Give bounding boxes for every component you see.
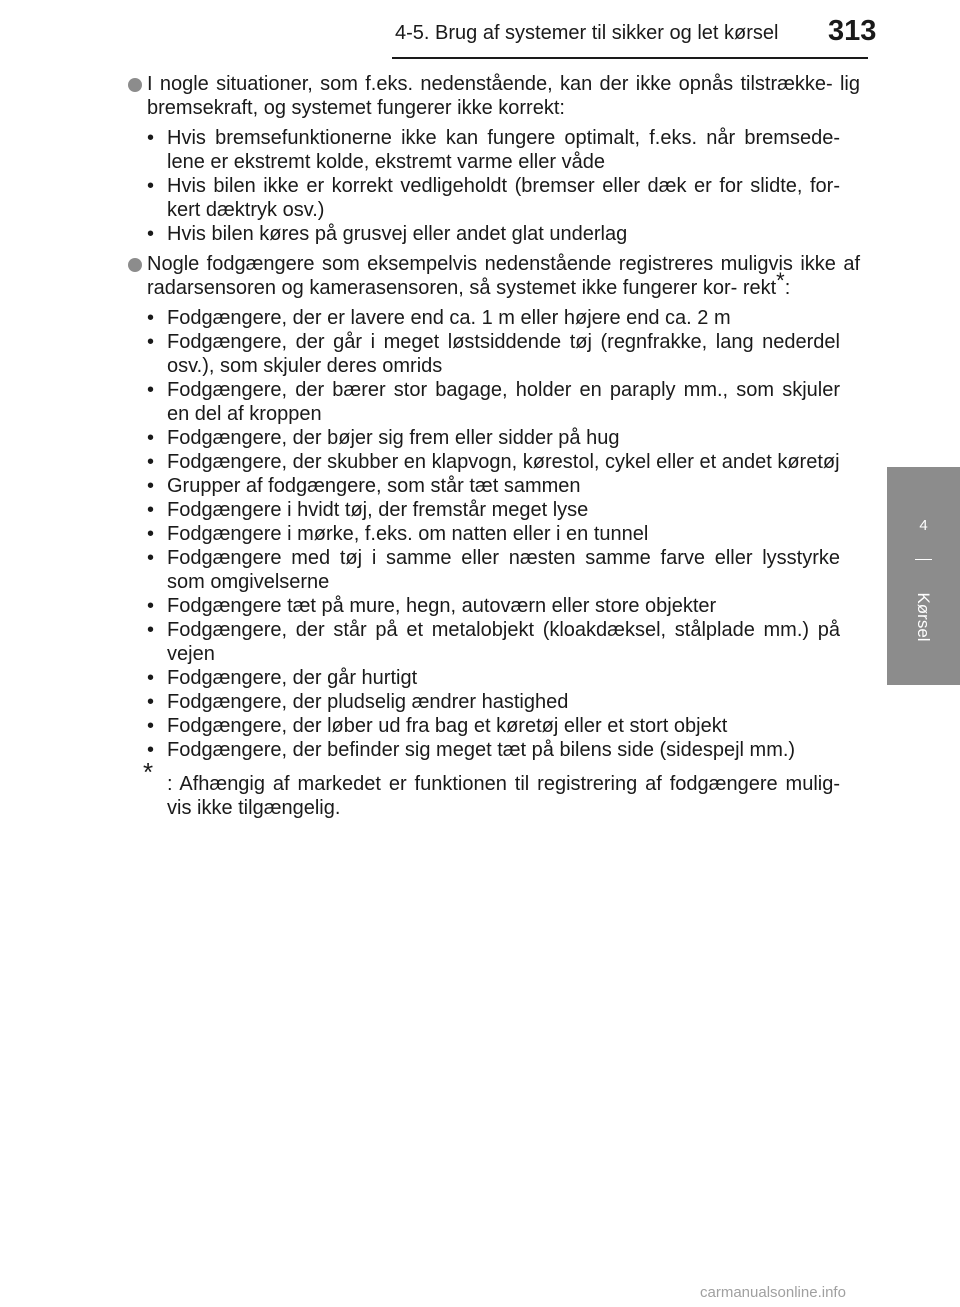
chapter-tab-divider <box>915 559 932 560</box>
list-item <box>147 498 840 522</box>
chapter-tab <box>887 467 960 685</box>
paragraph-2-text: Nogle fodgængere som eksempelvis nedenstående registreres muligvis ikke af radarsensoren og kamerasensoren, så systemet ikke fungerer kor- rekt <box>147 253 860 299</box>
bullet-icon: • <box>147 667 155 689</box>
header-rule <box>392 57 868 59</box>
bullet-icon: • <box>147 427 155 449</box>
bullet-icon: • <box>147 223 155 245</box>
paragraph-1-list <box>125 126 860 246</box>
paragraph-2-colon: : <box>784 277 791 299</box>
circle-bullet-icon <box>128 258 142 272</box>
list-item-text: Fodgængere, der er lavere end ca. 1 m eller højere end ca. 2 m <box>167 307 731 329</box>
list-item-text: Fodgængere, der går i meget løstsiddende tøj (regnfrakke, lang nederdel osv.), som skjuler deres omrids <box>167 331 840 377</box>
footnote-ref-star: * <box>776 268 785 293</box>
paragraph-2-list <box>125 306 860 762</box>
bullet-icon: • <box>147 691 155 713</box>
list-item-text: Fodgængere, der bærer stor bagage, holder en paraply mm., som skjuler en del af kroppen <box>167 379 840 425</box>
bullet-icon: • <box>147 715 155 737</box>
footnote-text: : Afhængig af markedet er funktionen til registrering af fodgængere mulig- vis ikke tilgængelig. <box>167 773 840 819</box>
page-header <box>0 0 960 60</box>
bullet-icon: • <box>147 451 155 473</box>
list-item-text: Fodgængere, der løber ud fra bag et køretøj eller et stort objekt <box>167 715 728 737</box>
list-item-text: Fodgængere, der går hurtigt <box>167 667 418 689</box>
list-item-text: Fodgængere med tøj i samme eller næsten samme farve eller lysstyrke som omgivelserne <box>167 547 840 593</box>
circle-bullet-icon <box>128 78 142 92</box>
list-item-text: Fodgængere, der pludselig ændrer hastighed <box>167 691 569 713</box>
bullet-icon: • <box>147 475 155 497</box>
list-item-text: Fodgængere, der befinder sig meget tæt på bilens side (sidespejl mm.) <box>167 739 796 761</box>
list-item-text: Fodgængere i hvidt tøj, der fremstår meget lyse <box>167 499 589 521</box>
list-item <box>147 690 840 714</box>
list-item <box>147 546 840 594</box>
list-item-text: Fodgængere tæt på mure, hegn, autoværn eller store objekter <box>167 595 717 617</box>
list-item-text: Fodgængere i mørke, f.eks. om natten eller i en tunnel <box>167 523 649 545</box>
bullet-icon: • <box>147 127 155 149</box>
list-item <box>147 666 840 690</box>
list-item-text: Fodgængere, der skubber en klapvogn, kørestol, cykel eller et andet køretøj <box>167 451 840 473</box>
paragraph-1 <box>125 72 860 120</box>
page-number: 313 <box>828 15 877 47</box>
bullet-icon: • <box>147 307 155 329</box>
list-item <box>147 126 840 174</box>
list-item-text: Fodgængere, der står på et metalobjekt (kloakdæksel, stålplade mm.) på vejen <box>167 619 840 665</box>
list-item <box>147 174 840 222</box>
list-item <box>147 450 840 474</box>
list-item <box>147 426 840 450</box>
footnote: * : Afhængig af markedet er funktionen til registrering af fodgængere mulig- vis ikke tilgængelig. <box>143 757 840 819</box>
list-item <box>147 522 840 546</box>
list-item <box>147 594 840 618</box>
paragraph-2 <box>125 252 860 300</box>
list-item <box>147 306 840 330</box>
bullet-icon: • <box>147 619 155 641</box>
list-item <box>147 222 840 246</box>
paragraph-1-text: I nogle situationer, som f.eks. nedenstående, kan der ikke opnås tilstrække- lig bremsekraft, og systemet fungerer ikke korrekt: <box>147 73 860 119</box>
bullet-icon: • <box>147 547 155 569</box>
bullet-icon: • <box>147 175 155 197</box>
watermark: carmanualsonline.info <box>700 1284 846 1301</box>
list-item-text: Grupper af fodgængere, som står tæt sammen <box>167 475 581 497</box>
section-title: 4-5. Brug af systemer til sikker og let kørsel <box>395 22 779 44</box>
list-item <box>147 714 840 738</box>
bullet-icon: • <box>147 331 155 353</box>
list-item-text: Fodgængere, der bøjer sig frem eller sidder på hug <box>167 427 620 449</box>
list-item <box>147 738 840 762</box>
chapter-label: Kørsel <box>914 592 933 642</box>
bullet-icon: • <box>147 595 155 617</box>
list-item <box>147 618 840 666</box>
bullet-icon: • <box>147 739 155 761</box>
chapter-number: 4 <box>919 517 928 534</box>
list-item-text: Hvis bilen ikke er korrekt vedligeholdt (bremser eller dæk er for slidte, for- kert dæktryk osv.) <box>167 175 840 221</box>
bullet-icon: • <box>147 499 155 521</box>
list-item <box>147 474 840 498</box>
page-content <box>125 72 860 820</box>
list-item <box>147 330 840 378</box>
list-item-text: Hvis bremsefunktionerne ikke kan fungere optimalt, f.eks. når bremsede- lene er ekstremt kolde, ekstremt varme eller våde <box>167 127 840 173</box>
bullet-icon: • <box>147 523 155 545</box>
list-item-text: Hvis bilen køres på grusvej eller andet glat underlag <box>167 223 628 245</box>
list-item <box>147 378 840 426</box>
bullet-icon: • <box>147 379 155 401</box>
